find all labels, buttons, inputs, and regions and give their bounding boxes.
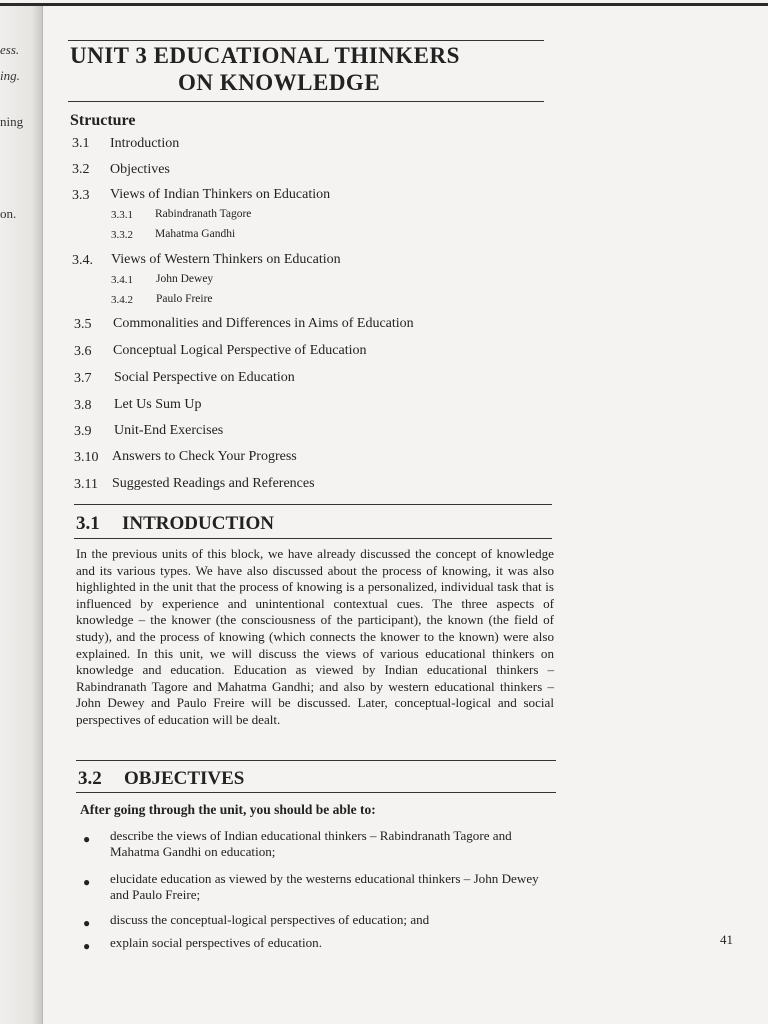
section-rule	[76, 792, 556, 793]
toc-entry: Unit-End Exercises	[114, 423, 224, 438]
toc-number: 3.10	[74, 450, 99, 465]
previous-page-edge	[0, 6, 43, 1024]
toc-sub-entry: Paulo Freire	[156, 293, 213, 305]
page-number: 41	[720, 932, 733, 947]
unit-title-line-1: UNIT 3 EDUCATIONAL THINKERS	[70, 43, 460, 68]
objective-item: discuss the conceptual-logical perspectives of education; and	[110, 912, 430, 927]
toc-number: 3.7	[74, 371, 92, 386]
margin-bleed-text: ning	[0, 114, 24, 129]
toc-sub-number: 3.4.1	[111, 274, 133, 286]
introduction-paragraph: In the previous units of this block, we have already discussed the concept of knowledge and its various types. We have also discussed about the process of knowing, it was also highlighted in the unit that the process of knowing is a personalized, individual task that is influenced by experience and unintentional contextual cues. The three aspects of knowledge – the knower (the consciousness of the participant), the known (the field of study), and the process of knowing (which connects the knower to the known) were also explained. In this unit, we will discuss the views of various educational thinkers on knowledge and education. Education as viewed by Indian educational thinkers – Rabindranath Tagore and Mahatma Gandhi; and also by western educational thinkers – John Dewey and Paulo Freire will be discussed. Later, conceptual-logical and social perspectives of education will be dealt.	[76, 546, 554, 727]
toc-entry: Social Perspective on Education	[114, 370, 295, 385]
toc-number: 3.2	[72, 162, 90, 177]
unit-title-line-2: ON KNOWLEDGE	[178, 70, 381, 95]
section-title: OBJECTIVES	[124, 768, 245, 789]
section-number: 3.1	[76, 513, 100, 534]
toc-number: 3.1	[72, 136, 90, 151]
section-number: 3.2	[78, 768, 102, 789]
toc-number: 3.4.	[72, 253, 93, 268]
bullet-marker: ●	[83, 832, 91, 846]
toc-sub-entry: John Dewey	[156, 273, 214, 285]
bullet-marker: ●	[83, 939, 91, 953]
toc-number: 3.6	[74, 344, 92, 359]
section-rule	[76, 760, 556, 761]
toc-number: 3.8	[74, 398, 92, 413]
toc-number: 3.5	[74, 317, 92, 332]
toc-entry: Objectives	[110, 162, 170, 177]
unit-title-block	[68, 40, 544, 102]
objectives-heading	[78, 768, 244, 790]
objective-item: elucidate education as viewed by the westerns educational thinkers – John Dewey and Paulo Freire;	[110, 871, 539, 902]
toc-entry: Views of Western Thinkers on Education	[111, 252, 341, 267]
toc-entry: Views of Indian Thinkers on Education	[110, 187, 331, 202]
toc-sub-number: 3.3.2	[111, 229, 133, 241]
toc-entry: Let Us Sum Up	[114, 397, 202, 412]
margin-bleed-text: on.	[0, 206, 17, 221]
objective-item: describe the views of Indian educational thinkers – Rabindranath Tagore and Mahatma Gandhi on education;	[110, 828, 512, 859]
structure-heading: Structure	[70, 112, 136, 129]
introduction-heading	[76, 513, 274, 535]
toc-entry: Conceptual Logical Perspective of Education	[113, 343, 367, 358]
toc-entry: Suggested Readings and References	[112, 476, 315, 491]
bullet-marker: ●	[83, 875, 91, 889]
toc-sub-entry: Rabindranath Tagore	[155, 208, 252, 220]
margin-bleed-text: ess.	[0, 42, 20, 57]
toc-entry: Commonalities and Differences in Aims of Education	[113, 316, 414, 331]
section-rule	[74, 538, 552, 539]
section-rule	[74, 504, 552, 505]
margin-bleed-text: ing.	[0, 68, 20, 83]
toc-number: 3.3	[72, 188, 90, 203]
toc-entry: Introduction	[110, 136, 180, 151]
objective-item: explain social perspectives of education.	[110, 935, 322, 950]
toc-number: 3.9	[74, 424, 92, 439]
toc-sub-entry: Mahatma Gandhi	[155, 228, 236, 240]
bullet-marker: ●	[83, 916, 91, 930]
top-border	[0, 3, 768, 6]
objectives-lead: After going through the unit, you should be able to:	[80, 802, 376, 817]
toc-number: 3.11	[74, 477, 98, 492]
section-title: INTRODUCTION	[122, 513, 275, 534]
toc-sub-number: 3.4.2	[111, 294, 133, 306]
toc-entry: Answers to Check Your Progress	[112, 449, 297, 464]
toc-sub-number: 3.3.1	[111, 209, 133, 221]
